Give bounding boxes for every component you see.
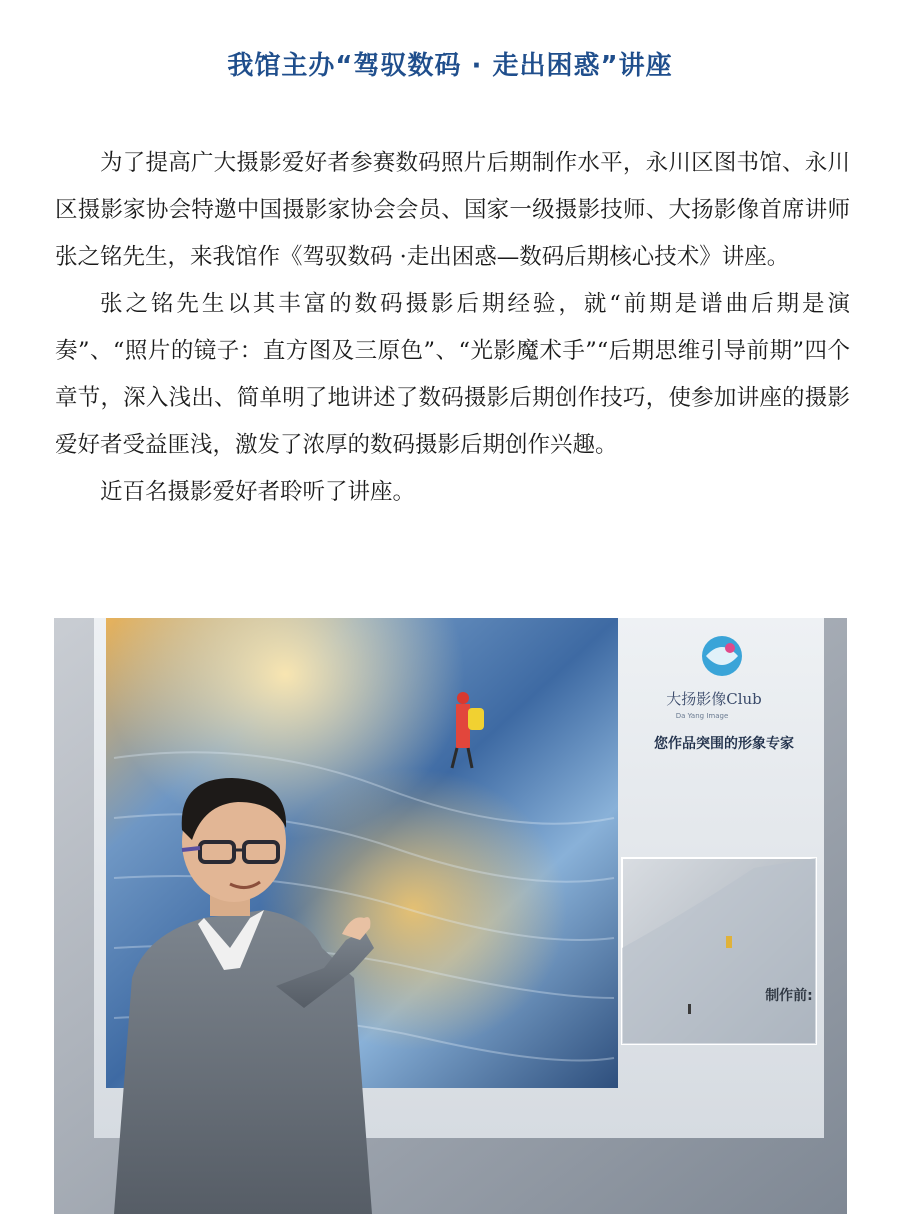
paragraph-3: 近百名摄影爱好者聆听了讲座。 [100,479,416,505]
article-body [55,140,850,516]
slide-brand-subtext: Da Yang Image [675,712,729,720]
slide-brand-text: 大扬影像Club [666,690,762,708]
paragraph-2: 张之铭先生以其丰富的数码摄影后期经验，就“前期是谱曲后期是演奏”、“照片的镜子：直方图及三原色”、“光影魔术手”“后期思维引导前期”四个章节，深入浅出、简单明了地讲述了数码摄影后期创作技巧，使参加讲座的摄影爱好者受益匪浅，激发了浓厚的数码摄影后期创作兴趣。 [55,291,850,458]
slide-before-thumbnail [622,858,816,1044]
paragraph-1: 为了提高广大摄影爱好者参赛数码照片后期制作水平，永川区图书馆、永川区摄影家协会特邀中国摄影家协会会员、国家一级摄影技师、大扬影像首席讲师张之铭先生，来我馆作《驾驭数码 ·走出困惑—数码后期核心技术》讲座。 [55,150,850,270]
lecture-photo-illustration [54,618,847,1214]
lecture-photo [54,618,847,1214]
article-title: 我馆主办“驾驭数码 · 走出困惑”讲座 [227,51,673,81]
slide-slogan: 您作品突围的形象专家 [654,736,794,752]
slide-before-caption: 制作前: [765,988,813,1004]
